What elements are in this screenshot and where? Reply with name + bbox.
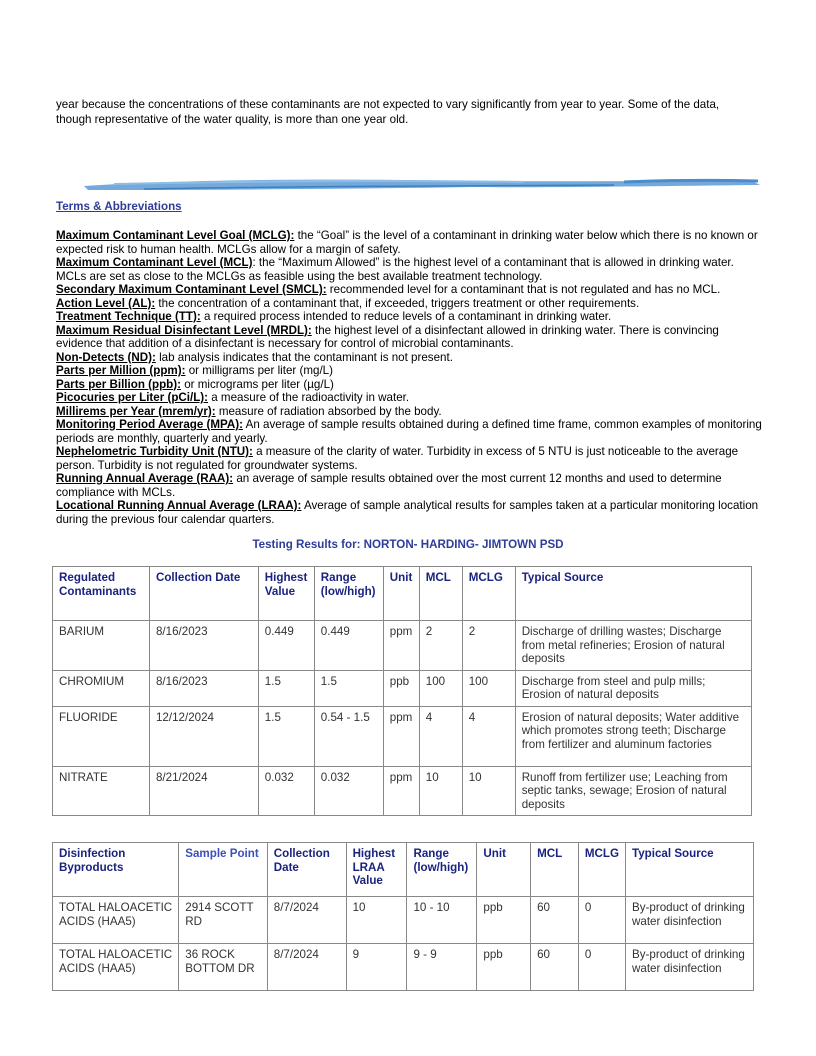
term-entry (56, 499, 762, 526)
term-name: Monitoring Period Average (MPA): (56, 418, 244, 431)
term-entry (56, 229, 762, 256)
column-header: Typical Source (626, 843, 754, 897)
term-definition: or micrograms per liter (µg/L) (180, 377, 334, 391)
table-cell: 0.449 (314, 621, 383, 671)
table-cell: BARIUM (53, 621, 150, 671)
table-cell: NITRATE (53, 766, 150, 816)
term-entry (56, 310, 762, 324)
term-definition: measure of radiation absorbed by the body. (215, 404, 442, 418)
column-header: MCL (531, 843, 579, 897)
table-cell: 2914 SCOTT RD (179, 897, 268, 944)
term-name: Non-Detects (ND): (56, 350, 156, 364)
table-cell: ppm (383, 621, 419, 671)
term-entry (56, 324, 762, 351)
term-entry (56, 351, 762, 365)
table-cell: 0.54 - 1.5 (314, 706, 383, 766)
table-cell: 10 - 10 (407, 897, 477, 944)
term-definition: an average of sample results obtained over the most current 12 months and used to determine compliance with MCLs. (56, 472, 722, 499)
term-entry (56, 297, 762, 311)
disinfection-byproducts-table (52, 842, 754, 991)
term-entry (56, 391, 762, 405)
table-cell: ppm (383, 766, 419, 816)
table-cell: TOTAL HALOACETIC ACIDS (HAA5) (53, 944, 179, 991)
table-cell: 0.032 (314, 766, 383, 816)
results-title: Testing Results for: NORTON- HARDING- JIMTOWN PSD (252, 538, 564, 551)
table-cell: Erosion of natural deposits; Water additive which promotes strong teeth; Discharge from fertilizer and aluminum factories (515, 706, 751, 766)
terms-list (56, 229, 762, 526)
table-cell: 2 (462, 621, 515, 671)
term-entry (56, 472, 762, 499)
table-cell: 36 ROCK BOTTOM DR (179, 944, 268, 991)
column-header: MCLG (578, 843, 625, 897)
table-cell: 8/7/2024 (267, 897, 346, 944)
term-name: Maximum Contaminant Level Goal (MCLG): (56, 229, 295, 242)
term-definition: : the “Maximum Allowed” is the highest level of a contaminant that is allowed in drinking water. MCLs are set as close to the MCLGs as feasible using the best available treatment technology. (56, 256, 734, 283)
term-definition: the highest level of a disinfectant allowed in drinking water. There is convincing evidence that addition of a disinfectant is necessary for control of microbial contaminants. (56, 323, 719, 350)
table-cell: 0 (578, 897, 625, 944)
term-definition: Average of sample analytical results for samples taken at a particular monitoring location during the previous four calendar quarters. (56, 499, 759, 526)
table-cell: 60 (531, 897, 579, 944)
term-name: Millirems per Year (mrem/yr): (56, 404, 216, 418)
term-entry (56, 418, 762, 445)
table-header-row (53, 567, 752, 621)
table-row (53, 944, 754, 991)
table-cell: 100 (419, 670, 462, 706)
term-entry (56, 283, 762, 297)
term-definition: lab analysis indicates that the contaminant is not present. (155, 350, 453, 364)
terms-heading: Terms & Abbreviations (56, 200, 182, 213)
table-cell: 9 (346, 944, 407, 991)
term-definition: the concentration of a contaminant that, if exceeded, triggers treatment or other requirements. (155, 296, 640, 310)
column-header: Range (low/high) (407, 843, 477, 897)
table-cell: ppb (477, 897, 531, 944)
table-cell: Runoff from fertilizer use; Leaching from septic tanks, sewage; Erosion of natural deposits (515, 766, 751, 816)
term-name: Action Level (AL): (56, 296, 156, 310)
column-header: Unit (383, 567, 419, 621)
term-definition: An average of sample results obtained during a defined time frame, common examples of monitoring periods are monthly, quarterly and yearly. (56, 418, 762, 445)
table-cell: 100 (462, 670, 515, 706)
table-cell: 10 (346, 897, 407, 944)
term-definition: recommended level for a contaminant that is not regulated and has no MCL. (326, 283, 721, 296)
column-header: MCLG (462, 567, 515, 621)
table-cell: 1.5 (258, 670, 314, 706)
table-cell: ppm (383, 706, 419, 766)
column-header: Sample Point (179, 843, 268, 897)
term-definition: the “Goal” is the level of a contaminant in drinking water below which there is no known or expected risk to human health. MCLGs allow for a margin of safety. (56, 229, 758, 256)
column-header: Highest LRAA Value (346, 843, 407, 897)
column-header: Highest Value (258, 567, 314, 621)
column-header: Range (low/high) (314, 567, 383, 621)
term-name: Locational Running Annual Average (LRAA): (56, 499, 302, 512)
term-name: Treatment Technique (TT): (56, 310, 201, 323)
table-row (53, 706, 752, 766)
term-name: Secondary Maximum Contaminant Level (SMCL): (56, 283, 327, 296)
term-entry (56, 405, 762, 419)
column-header: Typical Source (515, 567, 751, 621)
term-name: Picocuries per Liter (pCi/L): (56, 391, 209, 404)
column-header: MCL (419, 567, 462, 621)
column-header: Collection Date (149, 567, 258, 621)
table-cell: CHROMIUM (53, 670, 150, 706)
table-cell: 10 (462, 766, 515, 816)
term-definition: or milligrams per liter (mg/L) (185, 364, 333, 377)
table-header-row (53, 843, 754, 897)
term-definition: a required process intended to reduce levels of a contaminant in drinking water. (200, 310, 612, 323)
table-cell: 1.5 (258, 706, 314, 766)
table-row (53, 897, 754, 944)
table-cell: 1.5 (314, 670, 383, 706)
table-cell: 0.032 (258, 766, 314, 816)
table-cell: Discharge from steel and pulp mills; Erosion of natural deposits (515, 670, 751, 706)
column-header: Regulated Contaminants (53, 567, 150, 621)
term-name: Parts per Million (ppm): (56, 364, 186, 377)
table-cell: FLUORIDE (53, 706, 150, 766)
table-cell: 2 (419, 621, 462, 671)
column-header: Unit (477, 843, 531, 897)
term-entry (56, 364, 762, 378)
table-cell: 10 (419, 766, 462, 816)
table-cell: 12/12/2024 (149, 706, 258, 766)
table-row (53, 766, 752, 816)
table-cell: 0 (578, 944, 625, 991)
table-cell: 8/16/2023 (149, 670, 258, 706)
intro-paragraph: year because the concentrations of these contaminants are not expected to vary significantly from year to year. Some of the data, though representative of the water quality, is more than one year old. (56, 98, 720, 126)
table-cell: 0.449 (258, 621, 314, 671)
term-name: Maximum Residual Disinfectant Level (MRDL): (56, 323, 312, 337)
table-cell: TOTAL HALOACETIC ACIDS (HAA5) (53, 897, 179, 944)
table-cell: 8/16/2023 (149, 621, 258, 671)
term-entry (56, 445, 762, 472)
term-definition: a measure of the clarity of water. Turbidity in excess of 5 NTU is just noticeable to the average person. Turbidity is not regulated for groundwater systems. (56, 445, 739, 472)
table-cell: 9 - 9 (407, 944, 477, 991)
table-cell: 8/21/2024 (149, 766, 258, 816)
term-definition: a measure of the radioactivity in water. (208, 391, 410, 404)
table-row (53, 670, 752, 706)
term-name: Parts per Billion (ppb): (56, 377, 181, 391)
brush-stroke-divider (54, 174, 762, 196)
term-name: Maximum Contaminant Level (MCL) (56, 256, 253, 269)
table-cell: 60 (531, 944, 579, 991)
term-name: Nephelometric Turbidity Unit (NTU): (56, 445, 253, 458)
term-entry (56, 256, 762, 283)
table-cell: By-product of drinking water disinfection (626, 944, 754, 991)
table-cell: By-product of drinking water disinfection (626, 897, 754, 944)
column-header: Disinfection Byproducts (53, 843, 179, 897)
table-cell: Discharge of drilling wastes; Discharge from metal refineries; Erosion of natural deposits (515, 621, 751, 671)
table-cell: 4 (419, 706, 462, 766)
table-cell: 4 (462, 706, 515, 766)
table-cell: ppb (477, 944, 531, 991)
column-header: Collection Date (267, 843, 346, 897)
term-name: Running Annual Average (RAA): (56, 472, 234, 485)
table-row (53, 621, 752, 671)
term-entry (56, 378, 762, 392)
table-cell: 8/7/2024 (267, 944, 346, 991)
regulated-contaminants-table (52, 566, 752, 816)
table-cell: ppb (383, 670, 419, 706)
